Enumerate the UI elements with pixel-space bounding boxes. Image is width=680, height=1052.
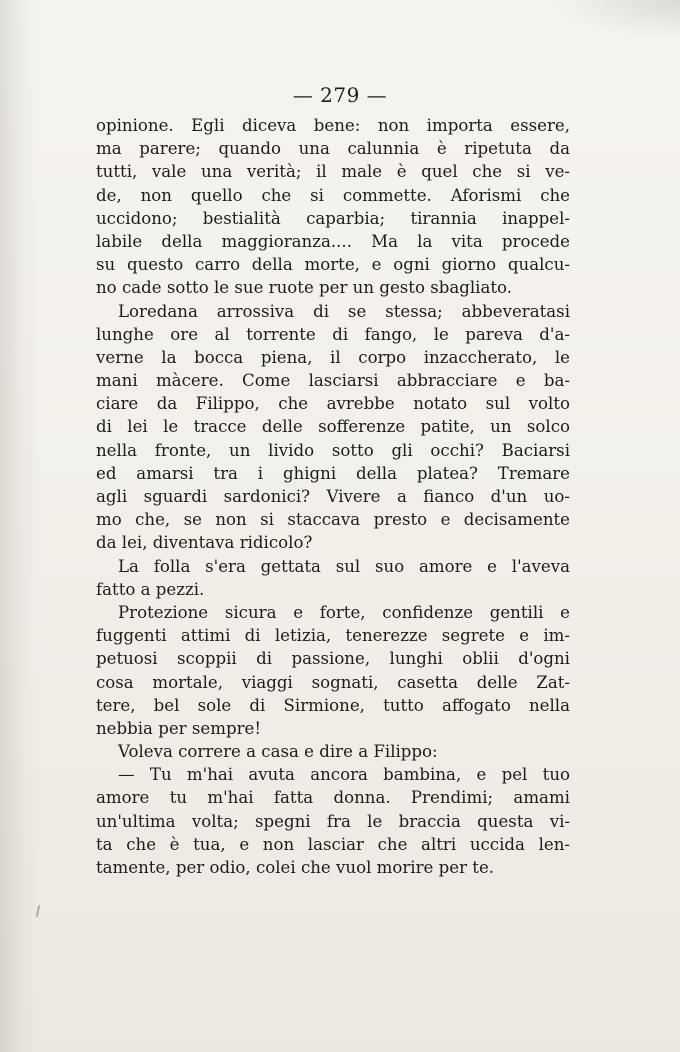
body-text (96, 114, 570, 879)
text-line: Voleva correre a casa e dire a Filippo: (118, 742, 438, 762)
text-line: nella fronte, un livido sotto gli occhi? Baciarsi (96, 440, 570, 460)
text-line: un'ultima volta; spegni fra le braccia questa vi- (96, 811, 570, 831)
text-line: ed amarsi tra i ghigni della platea? Tremare (96, 463, 570, 483)
text-line: Protezione sicura e forte, confidenze gentili e (118, 602, 570, 622)
text-line: da lei, diventava ridicolo? (96, 533, 313, 553)
text-line: su questo carro della morte, e ogni giorno qualcu- (96, 255, 570, 275)
binding-shadow (0, 0, 38, 1052)
text-line: Loredana arrossiva di se stessa; abbeveratasi (118, 301, 570, 321)
text-line: mo che, se non si staccava presto e decisamente (96, 510, 570, 530)
text-line: fuggenti attimi di letizia, tenerezze segrete e im- (96, 626, 570, 646)
text-line: ciare da Filippo, che avrebbe notato sul volto (96, 394, 570, 414)
text-line: — Tu m'hai avuta ancora bambina, e pel tuo (118, 765, 570, 785)
text-line: nebbia per sempre! (96, 718, 261, 738)
text-line: labile della maggioranza.... Ma la vita procede (96, 231, 570, 251)
text-line: di lei le tracce delle sofferenze patite, un solco (96, 417, 570, 437)
text-line: fatto a pezzi. (96, 579, 205, 599)
text-line: tamente, per odio, colei che vuol morire per te. (96, 858, 495, 877)
text-line: lunghe ore al torrente di fango, le pareva d'a- (96, 324, 570, 344)
text-line: amore tu m'hai fatta donna. Prendimi; amami (96, 788, 570, 808)
text-line: verne la bocca piena, il corpo inzaccherato, le (96, 347, 570, 367)
text-line: ta che è tua, e non lasciar che altri uccida len- (96, 834, 570, 854)
text-line: agli sguardi sardonici? Vivere a fianco d'un uo- (96, 487, 570, 506)
text-line: mani màcere. Come lasciarsi abbracciare e ba- (96, 371, 570, 391)
text-line: La folla s'era gettata sul suo amore e l'aveva (118, 556, 570, 576)
page-number: — 279 — (292, 83, 388, 107)
text-line: opinione. Egli diceva bene: non importa essere, (96, 116, 570, 135)
text-line: tere, bel sole di Sirmione, tutto affogato nella (96, 695, 570, 715)
text-line: uccidono; bestialità caparbia; tirannia inappel- (96, 208, 570, 228)
scan-corner-artifact (550, 0, 680, 40)
text-line: cosa mortale, viaggi sognati, casetta delle Zat- (96, 672, 570, 692)
text-line: de, non quello che si commette. Aforismi che (96, 185, 570, 205)
text-line: ma parere; quando una calunnia è ripetuta da (96, 139, 570, 159)
text-line: tutti, vale una verità; il male è quel che si ve- (96, 162, 570, 182)
text-line: no cade sotto le sue ruote per un gesto sbagliato. (96, 278, 513, 298)
text-line: petuosi scoppii di passione, lunghi oblii d'ogni (96, 649, 570, 669)
